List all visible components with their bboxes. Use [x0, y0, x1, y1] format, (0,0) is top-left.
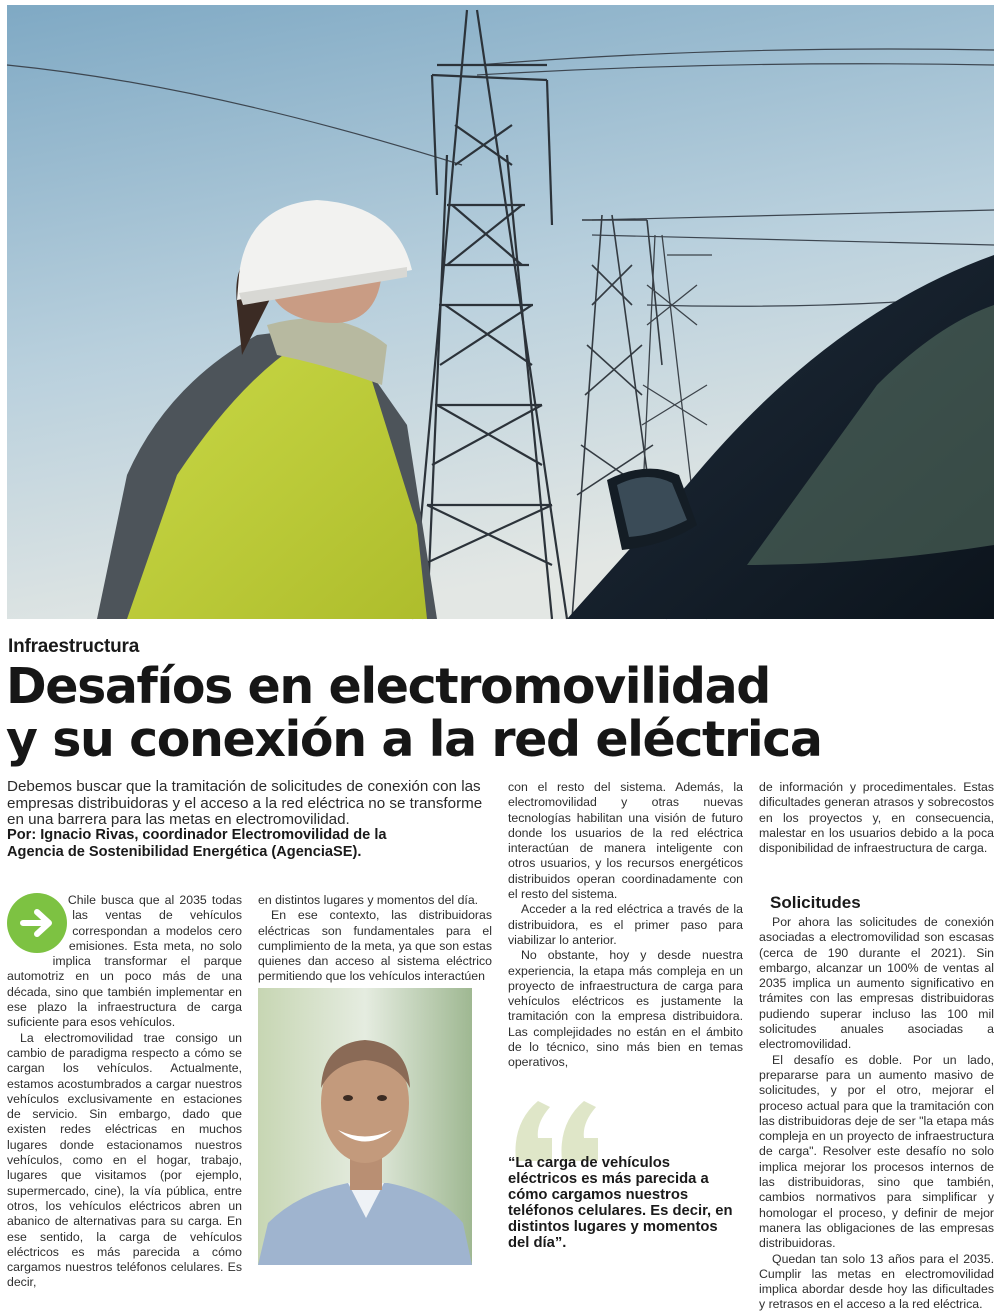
headline-line-1: Desafíos en electromovilidad	[6, 658, 770, 715]
hero-photo	[7, 5, 994, 619]
byline-line-2: Agencia de Sostenibilidad Energética (AgenciaSE).	[7, 843, 362, 860]
body-paragraph: en distintos lugares y momentos del día.	[258, 893, 479, 907]
author-portrait	[258, 988, 472, 1265]
body-paragraph: con el resto del sistema. Además, la electromovilidad y otras nuevas tecnologías habilitan una visión de futuro donde los usuarios de la red eléctrica interactúan de manera inteligente con otros usuarios, y los recursos energéticos distribuidos operan coordinadamente con el resto del sistema.	[508, 780, 743, 902]
body-paragraph: En ese contexto, las distribuidoras eléctricas son fundamentales para el cumplimiento de la meta, ya que son estas quienes dan acceso al sistema eléctrico permitiendo que los vehículos interactúen	[258, 908, 492, 984]
body-column-1	[7, 893, 242, 1290]
body-paragraph: Quedan tan solo 13 años para el 2035. Cumplir las metas en electromovilidad implica abordar desde hoy las dificultades y retrasos en el acceso a la red eléctrica.	[759, 1251, 994, 1312]
byline-line-1: Por: Ignacio Rivas, coordinador Electromovilidad de la	[7, 827, 387, 843]
section-subhead: Solicitudes	[770, 893, 861, 912]
body-column-4-top	[759, 780, 994, 862]
body-paragraph: de información y procedimentales. Estas dificultades generan atrasos y sobrecostos en los proyectos y, en consecuencia, malestar en los usuarios debido a la poca disponibilidad de infraestructura de carga.	[759, 780, 994, 856]
quote-mark-icon	[508, 1093, 608, 1163]
body-column-4	[759, 893, 994, 1312]
body-column-2	[258, 893, 492, 982]
body-column-3	[508, 780, 743, 1070]
article-lede: Debemos buscar que la tramitación de solicitudes de conexión con las empresas distribuidoras y el acceso a la red eléctrica no se transforme en una barrera para las metas en electromovilidad.	[7, 778, 483, 828]
article-headline	[6, 660, 996, 766]
headline-line-2: y su conexión a la red eléctrica	[6, 711, 822, 768]
pull-quote: “La carga de vehículos eléctricos es más parecida a cómo cargamos nuestros teléfonos celulares. Es decir, en distintos lugares y momentos del día”.	[508, 1155, 733, 1251]
body-paragraph: Chile busca que al 2035 todas las ventas de vehículos correspondan a modelos cero emisiones. Esta meta, no solo implica transformar el parque automotriz en un poco más de una década, sino que también implementar en ese plazo la infraestructura de carga suficiente para esos vehículos.	[7, 893, 242, 1030]
body-paragraph: La electromovilidad trae consigo un cambio de paradigma respecto a cómo se cargan los vehículos. Actualmente, estamos acostumbrados a cargar nuestros vehículos exclusivamente en estaciones de servicio. Sin embargo, dado que existen redes eléctricas en muchos lugares donde estacionamos nuestros vehículos, como en el hogar, trabajo, lugares que visitamos (por ejemplo, supermercado, cine), la vía pública, entre otros, los vehículos eléctricos abren un abanico de alternativas para su carga. En ese sentido, la carga de vehículos eléctricos es más parecida a cómo cargamos nuestros teléfonos celulares. Es decir,	[7, 1030, 242, 1290]
body-paragraph: El desafío es doble. Por un lado, prepararse para un aumento masivo de solicitudes, y por el otro, mejorar el proceso actual para que la tramitación con las distribuidoras deje de ser "la etapa más compleja en un proyecto de infraestructura de carga". Resolver este desafío no solo implica mejorar los procesos internos de las distribuidoras, sino que también, cambios normativos para simplificar y homologar el proceso, y definir de mejor manera las obligaciones de las empresas distribuidoras.	[759, 1052, 994, 1251]
body-paragraph: Acceder a la red eléctrica a través de la distribuidora, es el primer paso para viabilizar lo anterior.	[508, 902, 743, 947]
body-paragraph: No obstante, hoy y desde nuestra experiencia, la etapa más compleja en un proyecto de infraestructura de carga para vehículos eléctricos es justamente la tramitación con la empresa distribuidora. Las complejidades no están en el ámbito de lo técnico, sino más bien en temas operativos,	[508, 948, 743, 1070]
section-label: Infraestructura	[8, 636, 140, 657]
body-paragraph: Por ahora las solicitudes de conexión asociadas a electromovilidad son escasas (cerca de 190 durante el 2021). Sin embargo, alcanzar un 100% de ventas al 2035 implica un aumento significativo en trámites con las empresas distribuidoras pudiendo superar incluso las 100 mil solicitudes anuales asociadas a electromovilidad.	[759, 915, 994, 1052]
byline	[7, 827, 497, 860]
arrow-right-icon	[7, 893, 67, 953]
